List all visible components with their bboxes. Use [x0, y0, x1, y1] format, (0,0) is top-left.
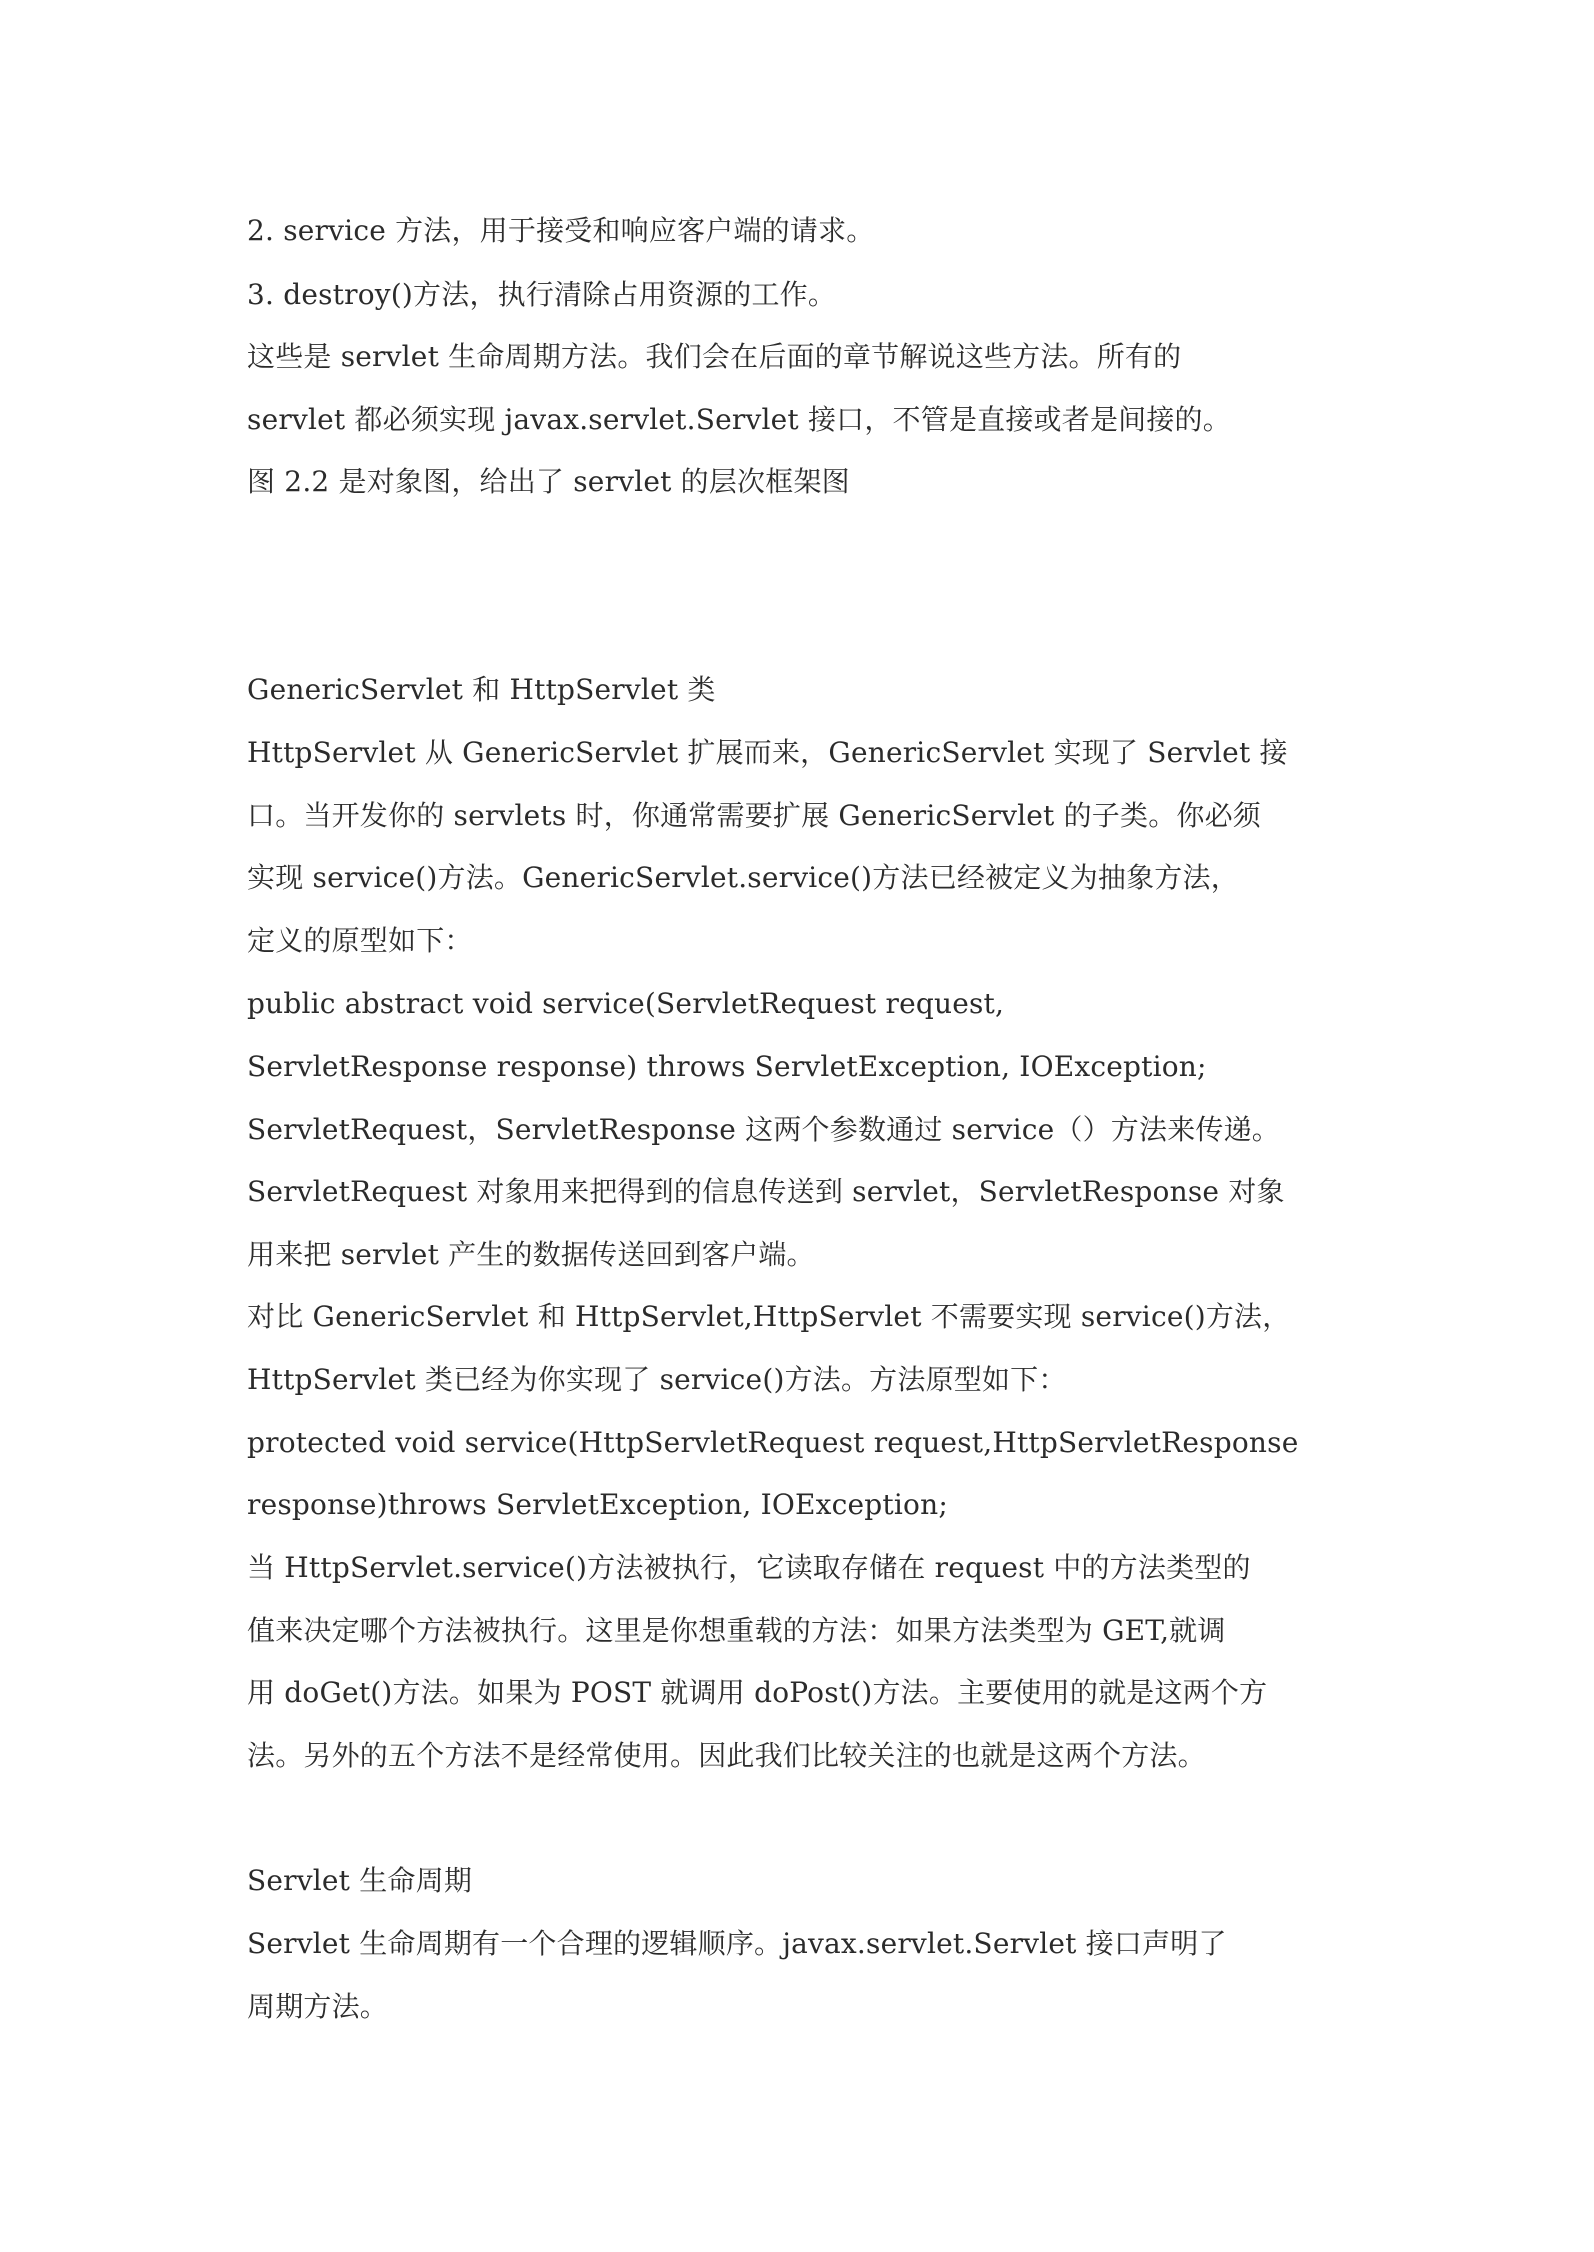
paragraph-line: 当 HttpServlet.service()方法被执行，它读取存储在 request 中的方法类型的	[247, 1551, 1251, 1584]
code-line: response)throws ServletException, IOException;	[247, 1488, 948, 1521]
paragraph-line: 对比 GenericServlet 和 HttpServlet,HttpServlet 不需要实现 service()方法，	[247, 1300, 1291, 1333]
paragraph-line: 法。另外的五个方法不是经常使用。因此我们比较关注的也就是这两个方法。	[247, 1739, 1206, 1772]
paragraph-line: ServletRequest，ServletResponse 这两个参数通过 service（）方法来传递。	[247, 1113, 1280, 1146]
paragraph-line: 这些是 servlet 生命周期方法。我们会在后面的章节解说这些方法。所有的	[247, 340, 1182, 373]
paragraph-line: Servlet 生命周期有一个合理的逻辑顺序。javax.servlet.Servlet 接口声明了	[247, 1927, 1227, 1960]
code-line: ServletResponse response) throws ServletException, IOException;	[247, 1050, 1207, 1083]
paragraph-line: 图 2.2 是对象图，给出了 servlet 的层次框架图	[247, 465, 850, 498]
list-item-destroy: 3. destroy()方法，执行清除占用资源的工作。	[247, 278, 837, 311]
paragraph-line: ServletRequest 对象用来把得到的信息传送到 servlet，ServletResponse 对象	[247, 1175, 1285, 1208]
paragraph-line: 用来把 servlet 产生的数据传送回到客户端。	[247, 1238, 815, 1271]
paragraph-line: servlet 都必须实现 javax.servlet.Servlet 接口，不管是直接或者是间接的。	[247, 403, 1231, 436]
paragraph-line: HttpServlet 类已经为你实现了 service()方法。方法原型如下：	[247, 1363, 1067, 1396]
paragraph-line: 定义的原型如下：	[247, 924, 473, 957]
section-heading: GenericServlet 和 HttpServlet 类	[247, 673, 716, 706]
paragraph-line: 值来决定哪个方法被执行。这里是你想重载的方法：如果方法类型为 GET,就调	[247, 1614, 1226, 1647]
paragraph-line: 周期方法。	[247, 1990, 389, 2023]
code-line: protected void service(HttpServletRequest request,HttpServletResponse	[247, 1426, 1299, 1459]
code-line: public abstract void service(ServletRequest request,	[247, 987, 1005, 1020]
list-item-service: 2. service 方法，用于接受和响应客户端的请求。	[247, 214, 875, 247]
paragraph-line: 口。当开发你的 servlets 时，你通常需要扩展 GenericServlet 的子类。你必须	[247, 799, 1261, 832]
paragraph-line: 用 doGet()方法。如果为 POST 就调用 doPost()方法。主要使用的就是这两个方	[247, 1676, 1268, 1709]
section-heading: Servlet 生命周期	[247, 1864, 473, 1897]
paragraph-line: 实现 service()方法。GenericServlet.service()方法已经被定义为抽象方法，	[247, 861, 1239, 894]
paragraph-line: HttpServlet 从 GenericServlet 扩展而来，GenericServlet 实现了 Servlet 接	[247, 736, 1288, 769]
